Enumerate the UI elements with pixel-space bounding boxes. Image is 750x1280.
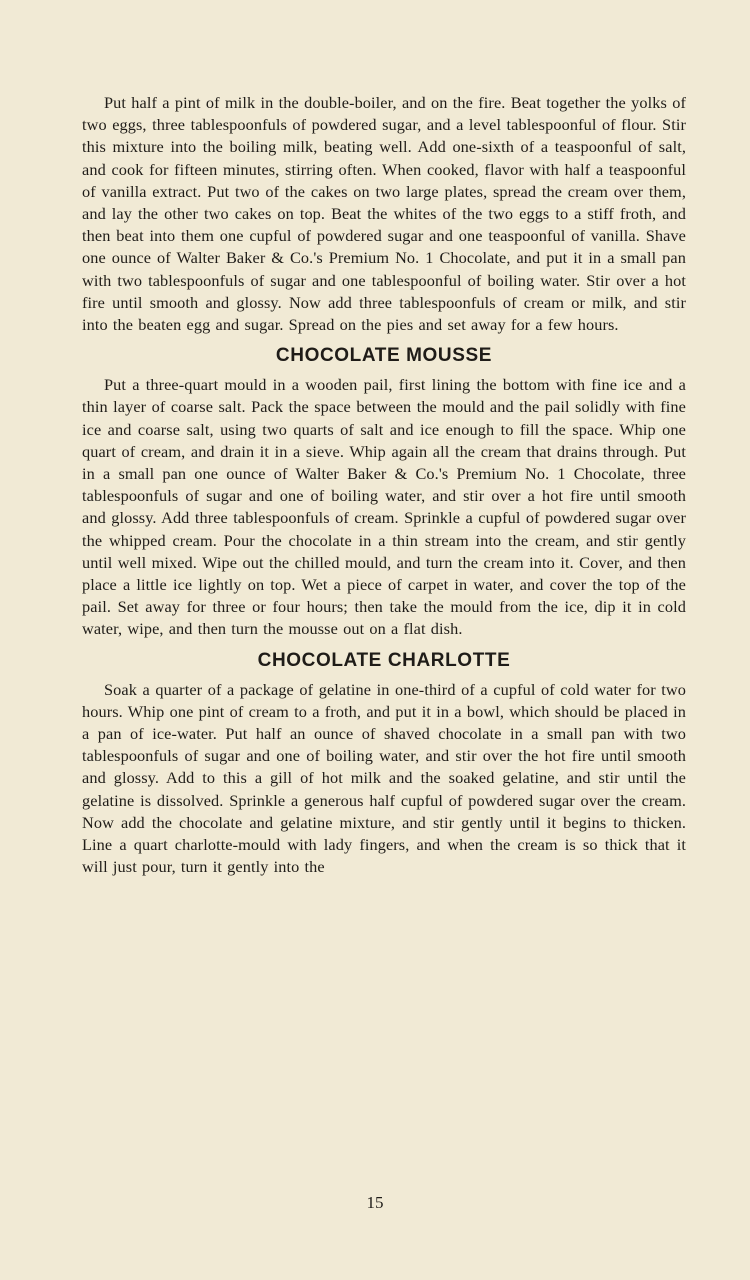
- section-body-chocolate-charlotte: Soak a quarter of a package of gelatine in one-third of a cupful of cold water for two hours. Whip one pint of cream to a froth, and put it in a bowl, which should be placed in a pan of ice-water. Put half an ounce of shaved chocolate in a small pan with two tablespoonfuls of sugar and one of boiling water, and stir over the hot fire until smooth and glossy. Add to this a gill of hot milk and the soaked gelatine, and stir until the gelatine is dissolved. Sprinkle a generous half cupful of powdered sugar over the cream. Now add the chocolate and gelatine mixture, and stir gently until it begins to thicken. Line a quart charlotte-mould with lady fingers, and when the cream is so thick that it will just pour, turn it gently into the: [82, 679, 686, 877]
- section-body-chocolate-mousse: Put a three-quart mould in a wooden pail, first lining the bottom with fine ice and a thin layer of coarse salt. Pack the space between the mould and the pail solidly with fine ice and coarse salt, using two quarts of salt and ice enough to fill the space. Whip one quart of cream, and drain it in a sieve. Whip again all the cream that drains through. Put in a small pan one ounce of Walter Baker & Co.'s Premium No. 1 Chocolate, three tablespoonfuls of sugar and one of boiling water, and stir over a hot fire until smooth and glossy. Add three tablespoonfuls of cream. Sprinkle a cupful of powdered sugar over the whipped cream. Pour the chocolate in a thin stream into the cream, and stir gently until well mixed. Wipe out the chilled mould, and turn the cream into it. Cover, and then place a little ice lightly on top. Wet a piece of carpet in water, and cover the top of the pail. Set away for three or four hours; then take the mould from the ice, dip it in cold water, wipe, and then turn the mousse out on a flat dish.: [82, 375, 686, 639]
- page-number: 15: [366, 1193, 384, 1212]
- intro-paragraph: Put half a pint of milk in the double-boiler, and on the fire. Beat together the yolks of two eggs, three tablespoonfuls of powdered sugar, and a level tablespoonful of flour. Stir this mixture into the boiling milk, beating well. Add one-sixth of a teaspoonful of salt, and cook for fifteen minutes, stirring often. When cooked, flavor with half a teaspoonful of vanilla extract. Put two of the cakes on two large plates, spread the cream over them, and lay the other two cakes on top. Beat the whites of the two eggs to a stiff froth, and then beat into them one cupful of powdered sugar and one teaspoonful of vanilla. Shave one ounce of Walter Baker & Co.'s Premium No. 1 Chocolate, and put it in a small pan with two tablespoonfuls of sugar and one tablespoonful of boiling water. Stir over a hot fire until smooth and glossy. Now add three tablespoonfuls of cream or milk, and stir into the beaten egg and sugar. Spread on the pies and set away for a few hours.: [82, 93, 686, 335]
- section-title-chocolate-charlotte: CHOCOLATE CHARLOTTE: [257, 649, 511, 671]
- section-title-chocolate-mousse: CHOCOLATE MOUSSE: [275, 345, 493, 367]
